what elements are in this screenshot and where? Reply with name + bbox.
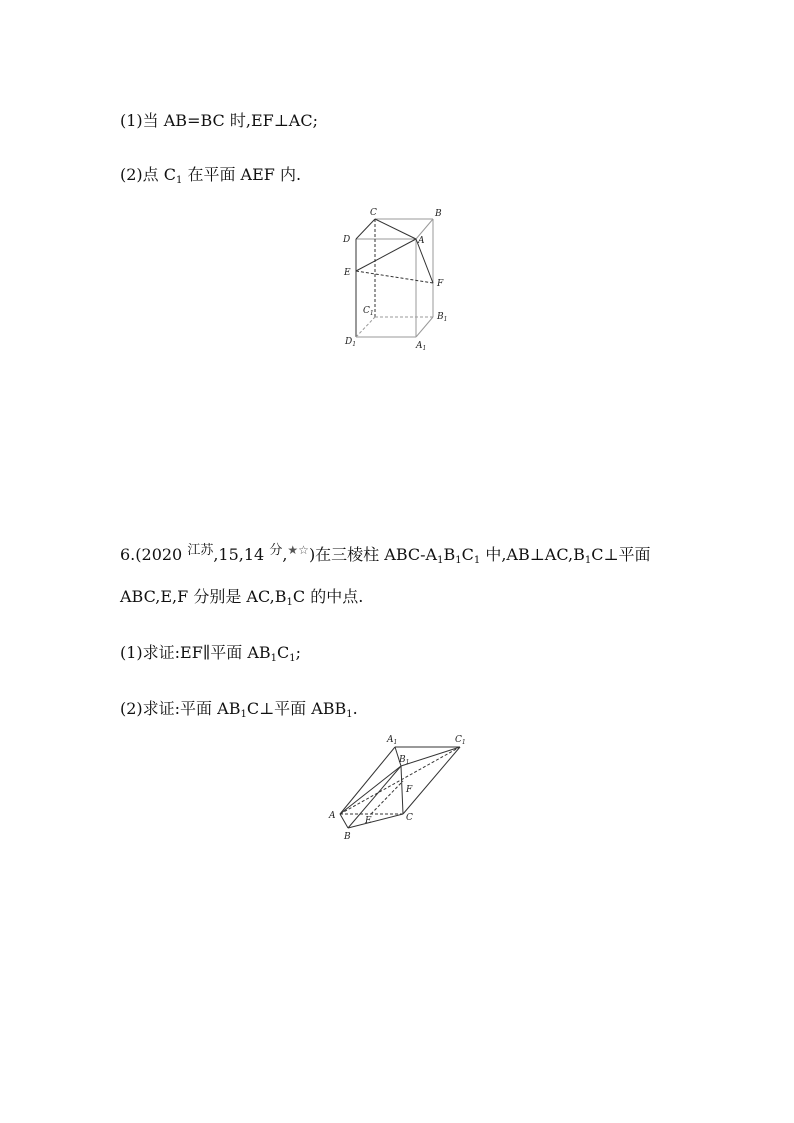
q2-sub-2: 1 xyxy=(346,709,353,720)
edge-BB1 xyxy=(348,766,401,828)
problem6-score-word: 分 xyxy=(269,543,283,558)
problem5-part1: (1)当 AB=BC 时,EF⊥AC; xyxy=(120,111,318,130)
edge-D1C1 xyxy=(356,317,375,337)
problem6-line2-text: ABC,E,F 分别是 AC,B xyxy=(120,587,287,606)
problem6-comma: , xyxy=(282,545,288,564)
q1-sub-1: 1 xyxy=(270,653,278,664)
label-B: B xyxy=(435,209,442,219)
problem6-line2 xyxy=(120,584,363,608)
problem6-source: 江苏 xyxy=(187,543,214,558)
label-C1: $C_1$ xyxy=(455,735,466,746)
problem6-line2-sub: 1 xyxy=(286,597,293,608)
problem6-q2-prefix: (2)求证:平面 AB xyxy=(120,699,241,718)
label-B: B xyxy=(344,832,351,842)
label-A1: $A_1$ xyxy=(387,735,398,746)
label-B1: $B_1$ xyxy=(399,755,410,766)
problem6-meta: ,15,14 xyxy=(213,545,270,564)
sub-1: 1 xyxy=(437,555,444,566)
edge-AB xyxy=(340,814,348,828)
problem6-B: B xyxy=(443,545,456,564)
edge-BC xyxy=(348,814,403,828)
problem5-figure xyxy=(340,205,460,355)
problem6-mid1: 中,AB⊥AC,B xyxy=(480,545,585,564)
segment-EA xyxy=(356,239,416,271)
edge-B1C1 xyxy=(401,747,460,766)
q2-mid: C⊥平面 ABB xyxy=(246,699,347,718)
q2-sub-1: 1 xyxy=(240,709,247,720)
problem5-part2-prefix: (2)点 C xyxy=(120,165,176,184)
label-D: D xyxy=(343,235,351,245)
label-E: E xyxy=(365,816,372,826)
sub-3: 1 xyxy=(473,555,481,566)
problem5-part2 xyxy=(120,162,301,186)
problem6-number: 6.(2020 xyxy=(120,545,188,564)
problem6-q2 xyxy=(120,696,358,720)
problem6-intro: )在三棱柱 ABC-A xyxy=(308,545,438,564)
problem6-C: C xyxy=(461,545,474,564)
problem5-part2-suffix: 在平面 AEF 内. xyxy=(182,165,302,184)
label-B1: $B_1$ xyxy=(437,312,448,323)
segment-B1C xyxy=(401,766,403,814)
problem5-part2-sub: 1 xyxy=(176,175,183,186)
sub-2: 1 xyxy=(455,555,462,566)
label-F: F xyxy=(406,785,413,795)
problem6-mid2: C⊥平面 xyxy=(591,545,651,564)
edge-CA xyxy=(375,219,416,239)
q2-end: . xyxy=(352,699,358,718)
segment-EF xyxy=(356,271,433,283)
label-F: F xyxy=(437,279,444,289)
label-E: E xyxy=(344,268,351,278)
q1-C: C xyxy=(277,643,290,662)
label-A: A xyxy=(418,236,425,246)
sub-4: 1 xyxy=(584,555,592,566)
label-D1: $D_1$ xyxy=(345,337,357,348)
label-C1: $C_1$ xyxy=(363,306,374,317)
label-C: C xyxy=(370,208,377,218)
problem6-figure xyxy=(325,730,475,845)
difficulty-stars-icon: ★☆ xyxy=(287,543,309,557)
problem6-q1-prefix: (1)求证:EF∥平面 AB xyxy=(120,643,271,662)
q1-sub-2: 1 xyxy=(289,653,296,664)
segment-AB1 xyxy=(340,766,401,814)
label-A1: $A_1$ xyxy=(416,341,427,352)
problem6-line1 xyxy=(120,542,651,566)
label-A: A xyxy=(329,811,336,821)
label-C: C xyxy=(406,813,413,823)
q1-end: ; xyxy=(295,643,302,662)
edge-DC xyxy=(356,219,375,239)
edge-B1A1 xyxy=(416,317,433,337)
edge-AA1 xyxy=(340,747,395,814)
problem6-q1 xyxy=(120,640,301,664)
problem6-line2-end: C 的中点. xyxy=(292,587,364,606)
edge-CC1 xyxy=(403,747,460,814)
